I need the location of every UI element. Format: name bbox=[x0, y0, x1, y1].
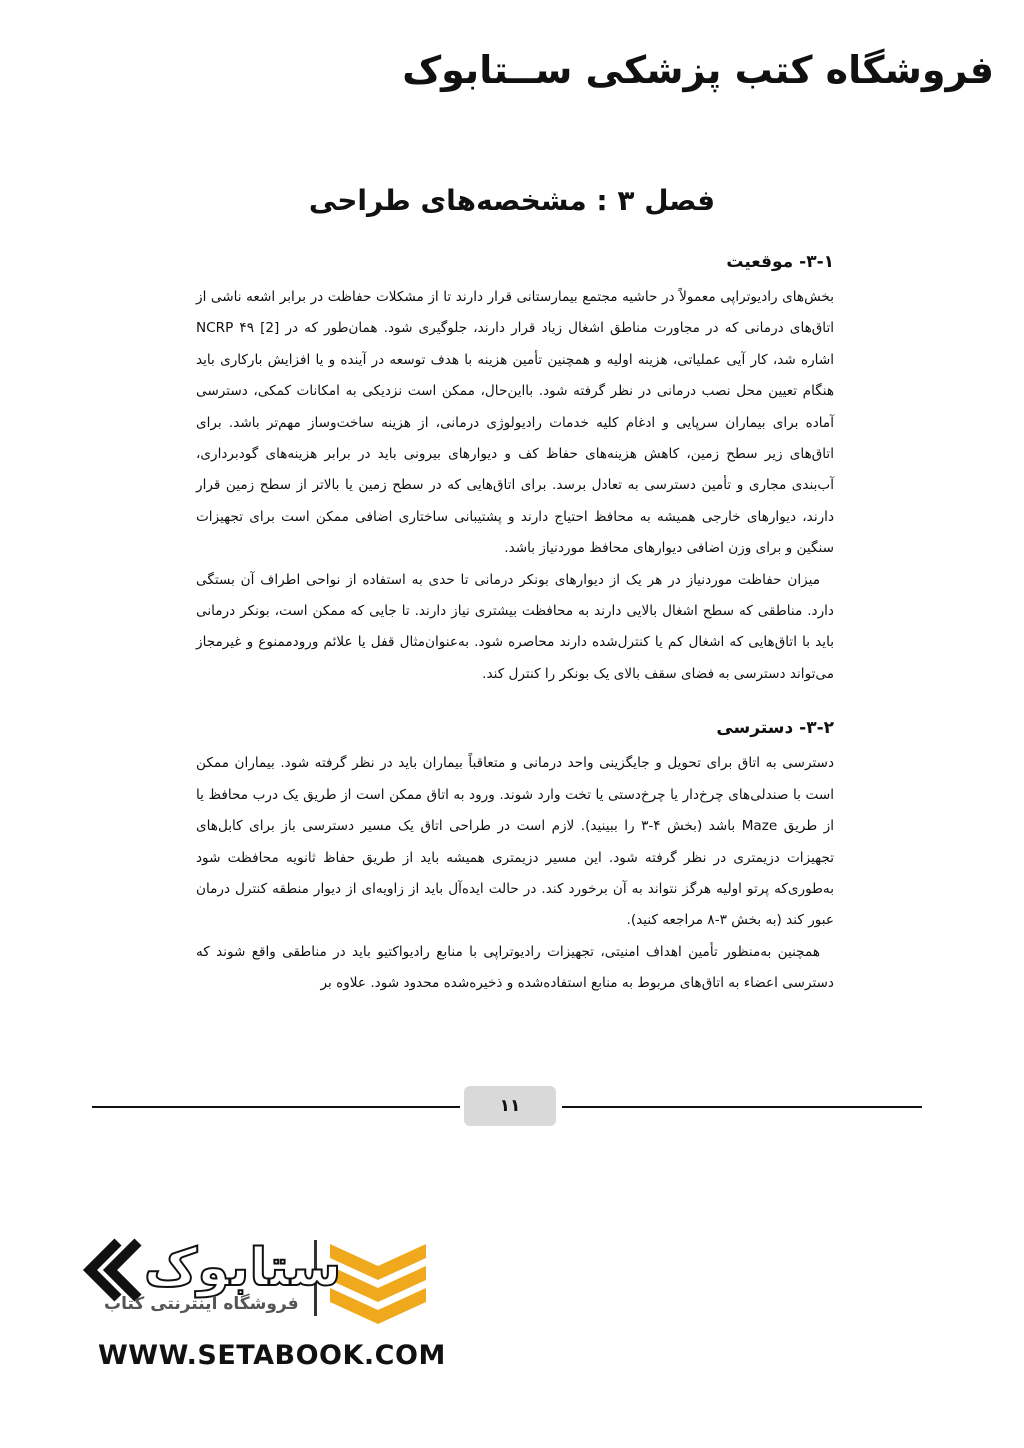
section-heading-access: ۳-۲- دسترسی bbox=[716, 718, 834, 739]
logo-tagline: فروشگاه اینترنتی کتاب bbox=[104, 1294, 299, 1314]
paragraph-location-2: میزان حفاظت موردنیاز در هر یک از دیوارهای بونکر درمانی تا حدی به استفاده از نواحی اطراف آن بستگی دارد. مناطقی که سطح اشغال بالایی دارند به محافظت بیشتری نیاز دارند. تا جایی که ممکن است، بونکر درمانی باید با اتاق‌هایی که اشغال کم یا کنترل‌شده دارند محاصره شود. به‌عنوان‌مثال قفل یا علائم ورودممنوع و غیرمجاز می‌تواند دسترسی به فضای سقف بالای یک بونکر را کنترل کند. bbox=[196, 571, 834, 682]
paragraph-access-1: دسترسی به اتاق برای تحویل و جایگزینی واحد درمانی و متعاقباً بیماران باید در نظر گرفته شود. بیماران ممکن است با صندلی‌های چرخ‌دار یا چرخ‌دستی یا تخت وارد شوند. ورود به اتاق ممکن است از طریق یک درب محافظ یا از طریق Maze باشد (بخش ۴-۳ را ببینید). لازم است در طراحی اتاق یک مسیر دسترسی باز برای کابل‌های تجهیزات دزیمتری در نظر گرفته شود. این مسیر دزیمتری همیشه باید از طریق حفاظ ثانویه محافظت شود به‌طوری‌که پرتو اولیه هرگز نتواند به آن برخورد کند. در حالت ایده‌آل باید از زاویه‌ای از دیوار منطقه کنترل درمان عبور کند (به بخش ۳-۸ مراجعه کنید). bbox=[196, 755, 834, 929]
section-spacer bbox=[196, 690, 834, 710]
chapter-title: فصل ۳ : مشخصه‌های طراحی bbox=[308, 184, 716, 217]
paragraph-access-2: همچنین به‌منظور تأمین اهداف امنیتی، تجهیزات رادیوتراپی با منابع رادیواکتیو باید در مناطقی واقع شوند که دسترسی اعضاء به اتاق‌های مربوط به منابع استفاده‌شده و ذخیره‌شده محدود شود. علاوه بر bbox=[196, 943, 834, 992]
page-number: ۱۱ bbox=[464, 1086, 556, 1126]
paragraph-location-1: بخش‌های رادیوتراپی معمولاً در حاشیه مجتمع بیمارستانی قرار دارند تا از مشکلات حفاظت در برابر اشعه ناشی از اتاق‌های درمانی که در مجاورت مناطق اشغال زیاد قرار دارند، جلوگیری شود. همان‌طور که در NCRP ۴۹ [2] اشاره شد، کار آیی عملیاتی، هزینه اولیه و همچنین تأمین هزینه با هدف توسعه در آینده و یا افزایش بارکاری باید هنگام تعیین محل نصب درمانی در نظر گرفته شود. بااین‌حال، ممکن است نزدیکی به امکانات کمکی، دسترسی آماده برای بیماران سرپایی و ادغام کلیه خدمات رادیولوژی درمانی، از هزینه ساخت‌وساز مهم‌تر باشد. برای اتاق‌های زیر سطح زمین، کاهش هزینه‌های حفاظ کف و دیوارهای بیرونی باید در برابر هزینه‌های گودبرداری، آب‌بندی مجاری و تأمین دسترسی به تعادل برسد. برای اتاق‌هایی که در سطح زمین یا بالاتر از سطح زمین قرار دارند، دیوارهای خارجی همیشه به محافظ احتیاج دارند و پشتیبانی ساختاری اضافی ممکن است برای تجهیزات سنگین و برای وزن اضافی دیوارهای محافظ موردنیاز باشد. bbox=[196, 289, 834, 557]
page-body bbox=[196, 244, 834, 1000]
header-title: فروشگاه کتب پزشکی ســتابوک bbox=[402, 48, 994, 92]
section-heading-location: ۳-۱- موقعیت bbox=[726, 252, 834, 272]
publisher-logo bbox=[82, 1236, 446, 1376]
logo-url: WWW.SETABOOK.COM bbox=[98, 1340, 446, 1371]
logo-wordmark: ستابوک bbox=[144, 1238, 342, 1298]
footer-rule-left bbox=[92, 1106, 460, 1108]
footer-rule-right bbox=[562, 1106, 922, 1108]
